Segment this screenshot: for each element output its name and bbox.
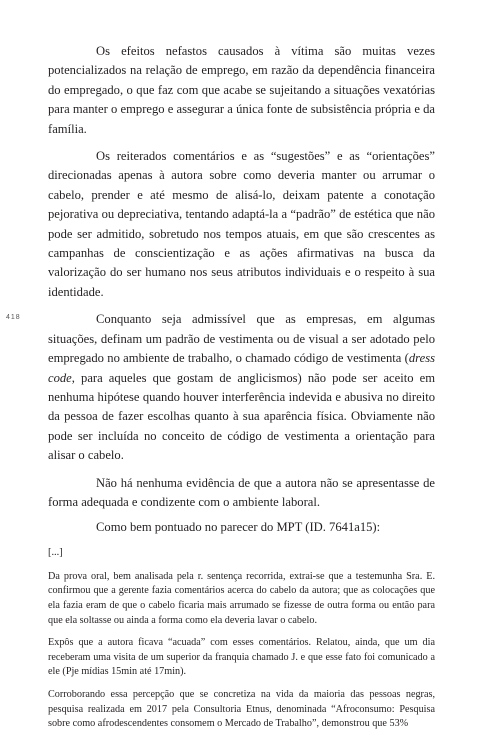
paragraph [48,310,435,465]
paragraph-text: Conquanto seja admissível que as empresas, em algumas situações, definam um padrão de vestimenta ou de visual a ser adotado pelo empregado no ambiente de trabalho, o chamado código de vestimenta ( [48,312,435,366]
quote-intro: Como bem pontuado no parecer do MPT (ID. 7641a15): [96,520,381,535]
paragraph: Os efeitos nefastos causados à vítima são muitas vezes potencializados na relação de emprego, em razão da dependência financeira do empregado, o que faz com que acabe se sujeitando a situações vexatórias para manter o emprego e assegurar a única fonte de subsistência própria e da família. [48,44,435,136]
block-quote: Expôs que a autora ficava “acuada” com esses comentários. Relatou, ainda, que um dia receberam uma visita de um superior da franquia chamado J. e que esse fato foi comunicado a ele (Pje mídias 15min até 17min). [48,637,435,678]
quote-ellipsis: [...] [48,546,63,558]
page-body [48,42,435,740]
page-number: 418 [6,314,21,321]
block-quote: Da prova oral, bem analisada pela r. sentença recorrida, extrai-se que a testemunha Sra. E. confirmou que a gerente fazia comentários acerca do cabelo da autora; que as colocações que ela fazia eram de que o cabelo ficaria mais arrumado se fizesse de outra forma ou então para que ela soltasse ou ainda a forma como ela deveria lavar o cabelo. [48,570,435,626]
emphasis-text: dress code [48,351,435,385]
paragraph: Não há nenhuma evidência de que a autora não se apresentasse de forma adequada e condizente com o ambiente laboral. [48,475,435,509]
paragraph-text: , para aqueles que gostam de anglicismos) não pode ser aceito em nenhuma hipótese quando houver interferência indevida e abusiva no direito da pessoa de fazer escolhas quanto à sua aparência física. Obviamente não pode ser incluída no conceito de código de vestimenta a orientação para alisar o cabelo. [48,370,435,463]
block-quote: Corroborando essa percepção que se concretiza na vida da maioria das pessoas negras, pesquisa realizada em 2017 pela Consultoria Etnus, denominada “Afroconsumo: Pesquisa sobre como afrodescendentes consomem o Mercado de Trabalho”, demonstrou que 53% [48,688,435,730]
paragraph: Os reiterados comentários e as “sugestões” e as “orientações” direcionadas apenas à autora sobre como deveria manter ou arrumar o cabelo, prender e até mesmo de alisá-lo, deixam patente a conotação pejorativa ou depreciativa, tentando adaptá-la a “padrão” de estética que não pode ser admitido, sobretudo nos tempos atuais, em que são crescentes as campanhas de conscientização e as ações afirmativas na busca da valorização do ser humano nos seus atributos individuais e o respeito à sua identidade. [48,149,435,299]
